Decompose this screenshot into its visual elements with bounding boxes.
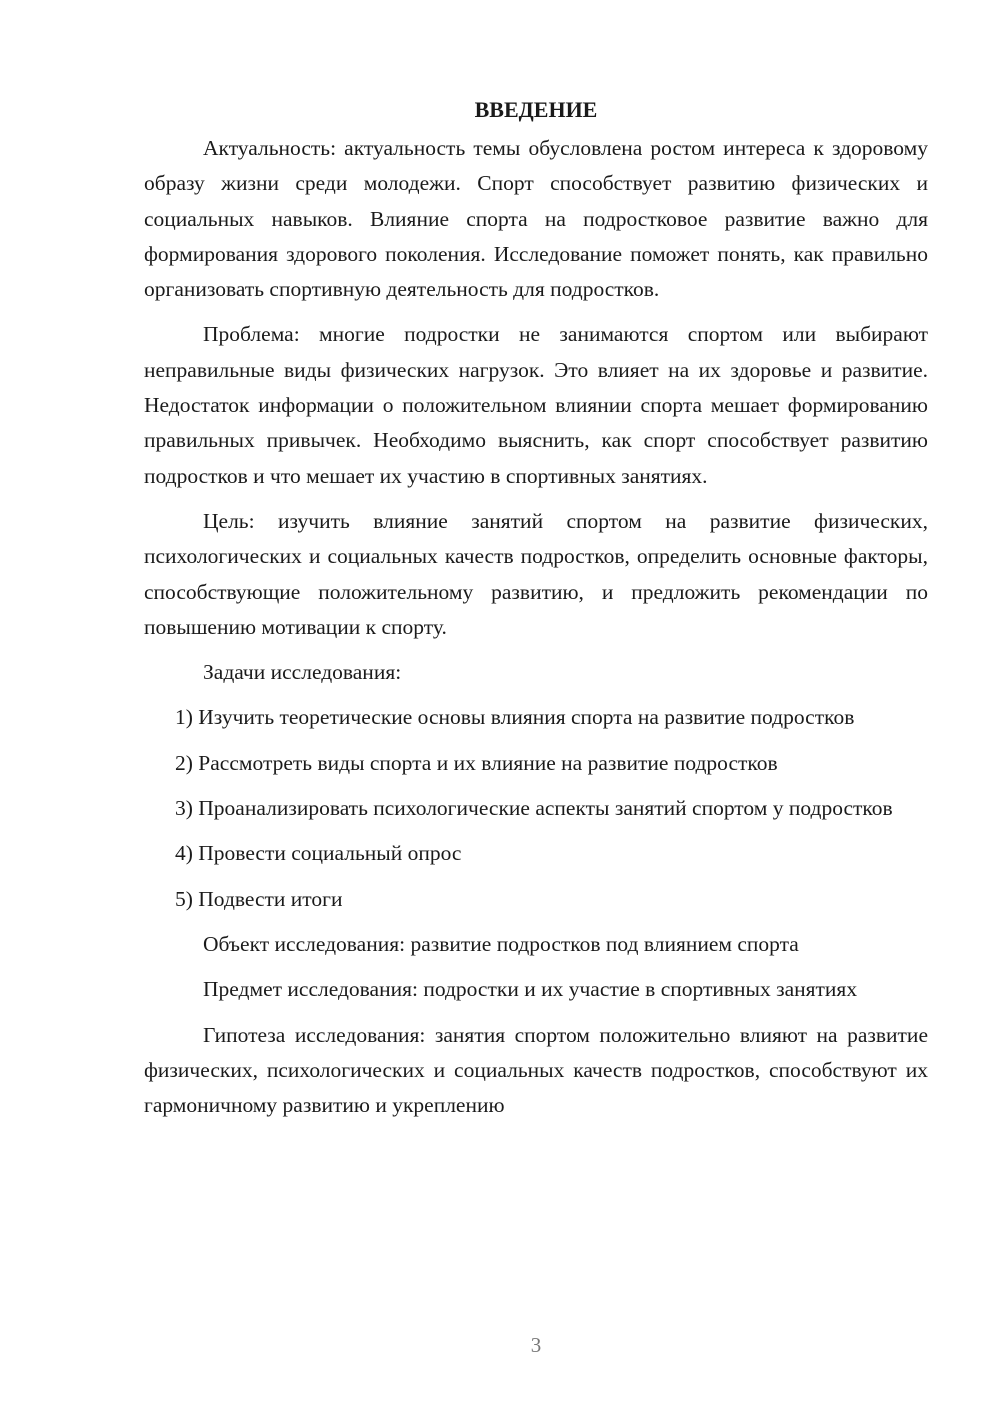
research-object: Объект исследования: развитие подростков под влиянием спорта (203, 931, 799, 956)
task-item-3: 3) Проанализировать психологические аспекты занятий спортом у подростков (175, 796, 893, 821)
task-item-4: 4) Провести социальный опрос (175, 841, 462, 866)
tasks-heading: Задачи исследования: (203, 660, 402, 685)
task-item-1: 1) Изучить теоретические основы влияния спорта на развитие подростков (175, 705, 855, 730)
goal-paragraph: Цель: изучить влияние занятий спортом на развитие физических, психологических и социальных качеств подростков, определить основные факторы, способствующие положительному развитию, и предложить рекомендации по повышению мотивации к спорту. (144, 508, 928, 639)
task-item-2: 2) Рассмотреть виды спорта и их влияние на развитие подростков (175, 750, 778, 775)
task-item-5: 5) Подвести итоги (175, 886, 343, 911)
document-page (144, 92, 928, 1133)
research-hypothesis: Гипотеза исследования: занятия спортом положительно влияют на развитие физических, психологических и социальных качеств подростков, способствуют их гармоничному развитию и укреплению (144, 1022, 928, 1118)
relevance-paragraph: Актуальность: актуальность темы обусловлена ростом интереса к здоровому образу жизни среди молодежи. Спорт способствует развитию физических и социальных навыков. Влияние спорта на подростковое развитие важно для формирования здорового поколения. Исследование поможет понять, как правильно организовать спортивную деятельность для подростков. (144, 136, 928, 302)
problem-paragraph: Проблема: многие подростки не занимаются спортом или выбирают неправильные виды физических нагрузок. Это влияет на их здоровье и развитие. Недостаток информации о положительном влиянии спорта мешает формированию правильных привычек. Необходимо выяснить, как спорт способствует развитию подростков и что мешает их участию в спортивных занятиях. (144, 322, 928, 488)
research-subject: Предмет исследования: подростки и их участие в спортивных занятиях (203, 977, 858, 1002)
section-title: ВВЕДЕНИЕ (474, 97, 598, 122)
page-number: 3 (530, 1333, 542, 1357)
